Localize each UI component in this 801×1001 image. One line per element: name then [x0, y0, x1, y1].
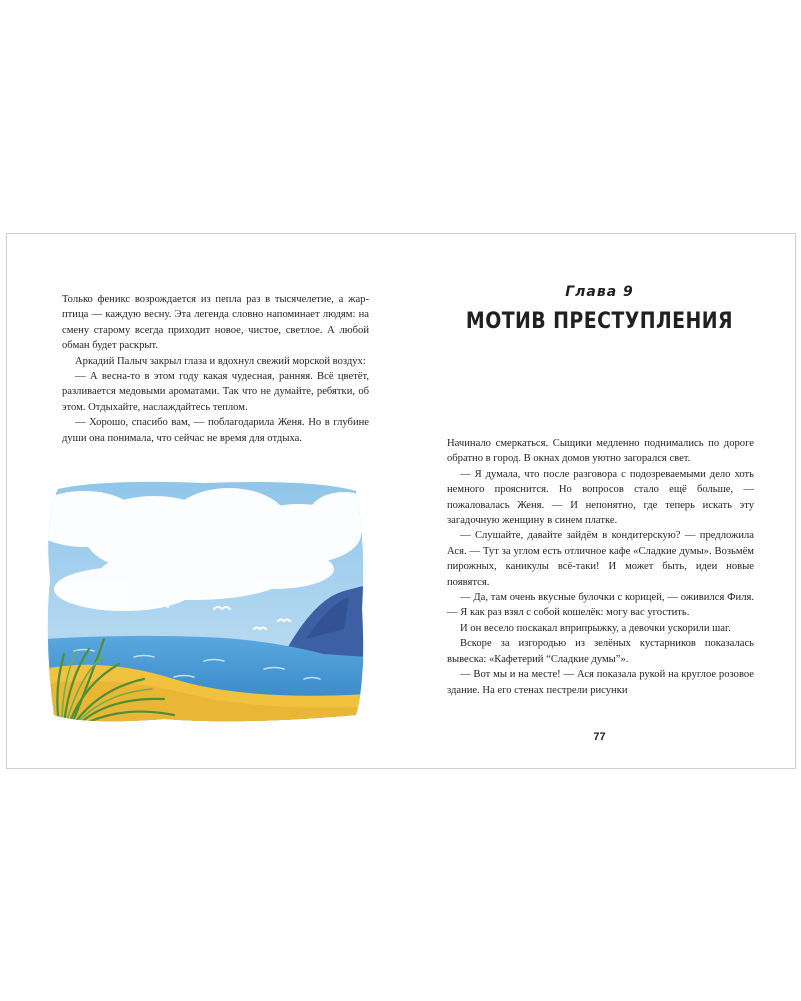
paragraph: Только феникс возрождается из пепла раз в тысячелетие, а жар-птица — каждую весну. Эта легенда словно напоминает людям: на смену старому всегда приходит новое, чистое, светлое. А любой обман будет раскрыт.	[62, 294, 369, 352]
paragraph: — Я думала, что после разговора с подозреваемыми дело хоть немного прояснится. Но вопросов стало ещё больше, — пожаловалась Женя. — И непонятно, где теперь искать эту загадочную женщину в синем платке.	[447, 468, 754, 527]
page-number: 77	[593, 731, 606, 743]
chapter-title: МОТИВ ПРЕСТУПЛЕНИЯ	[465, 309, 734, 334]
left-page	[7, 234, 402, 768]
paragraph: — Слушайте, давайте зайдём в кондитерскую? — предложила Ася. — Тут за углом есть отличное кафе «Сладкие думы». Возьмём пирожных, каникулы всё-таки! И может быть, идеи новые появятся.	[447, 530, 754, 588]
chapter-number: Глава 9	[565, 284, 634, 300]
paragraph: — Вот мы и на месте! — Ася показала рукой на круглое розовое здание. На его стенах пестрели рисунки	[447, 669, 754, 696]
paragraph: И он весело поскакал вприпрыжку, а девочки ускорили шаг.	[460, 622, 731, 634]
left-page-text	[62, 292, 369, 446]
right-page	[402, 234, 797, 768]
paragraph: — А весна-то в этом году какая чудесная, ранняя. Всё цветёт, разливается медовыми ароматами. Так что не думайте, ребятки, об этом. Отдыхайте, наслаждайтесь теплом.	[62, 371, 369, 413]
paragraph: — Хорошо, спасибо вам, — поблагодарила Женя. Но в глубине души она понимала, что сейчас не время для отдыха.	[62, 417, 369, 444]
paragraph: Начинало смеркаться. Сыщики медленно поднимались по дороге обратно в город. В окнах домов уютно загорался свет.	[447, 438, 754, 465]
seaside-illustration	[44, 479, 367, 724]
paragraph: Аркадий Палыч закрыл глаза и вдохнул свежий морской воздух:	[75, 355, 366, 367]
paragraph: — Да, там очень вкусные булочки с корицей, — оживился Филя. — Я как раз взял с собой кошелёк: могу вас угостить.	[447, 592, 754, 619]
book-spread	[6, 233, 796, 769]
paragraph: Вскоре за изгородью из зелёных кустарников показалась вывеска: «Кафетерий “Сладкие думы”».	[447, 638, 754, 665]
right-page-text	[447, 436, 754, 698]
